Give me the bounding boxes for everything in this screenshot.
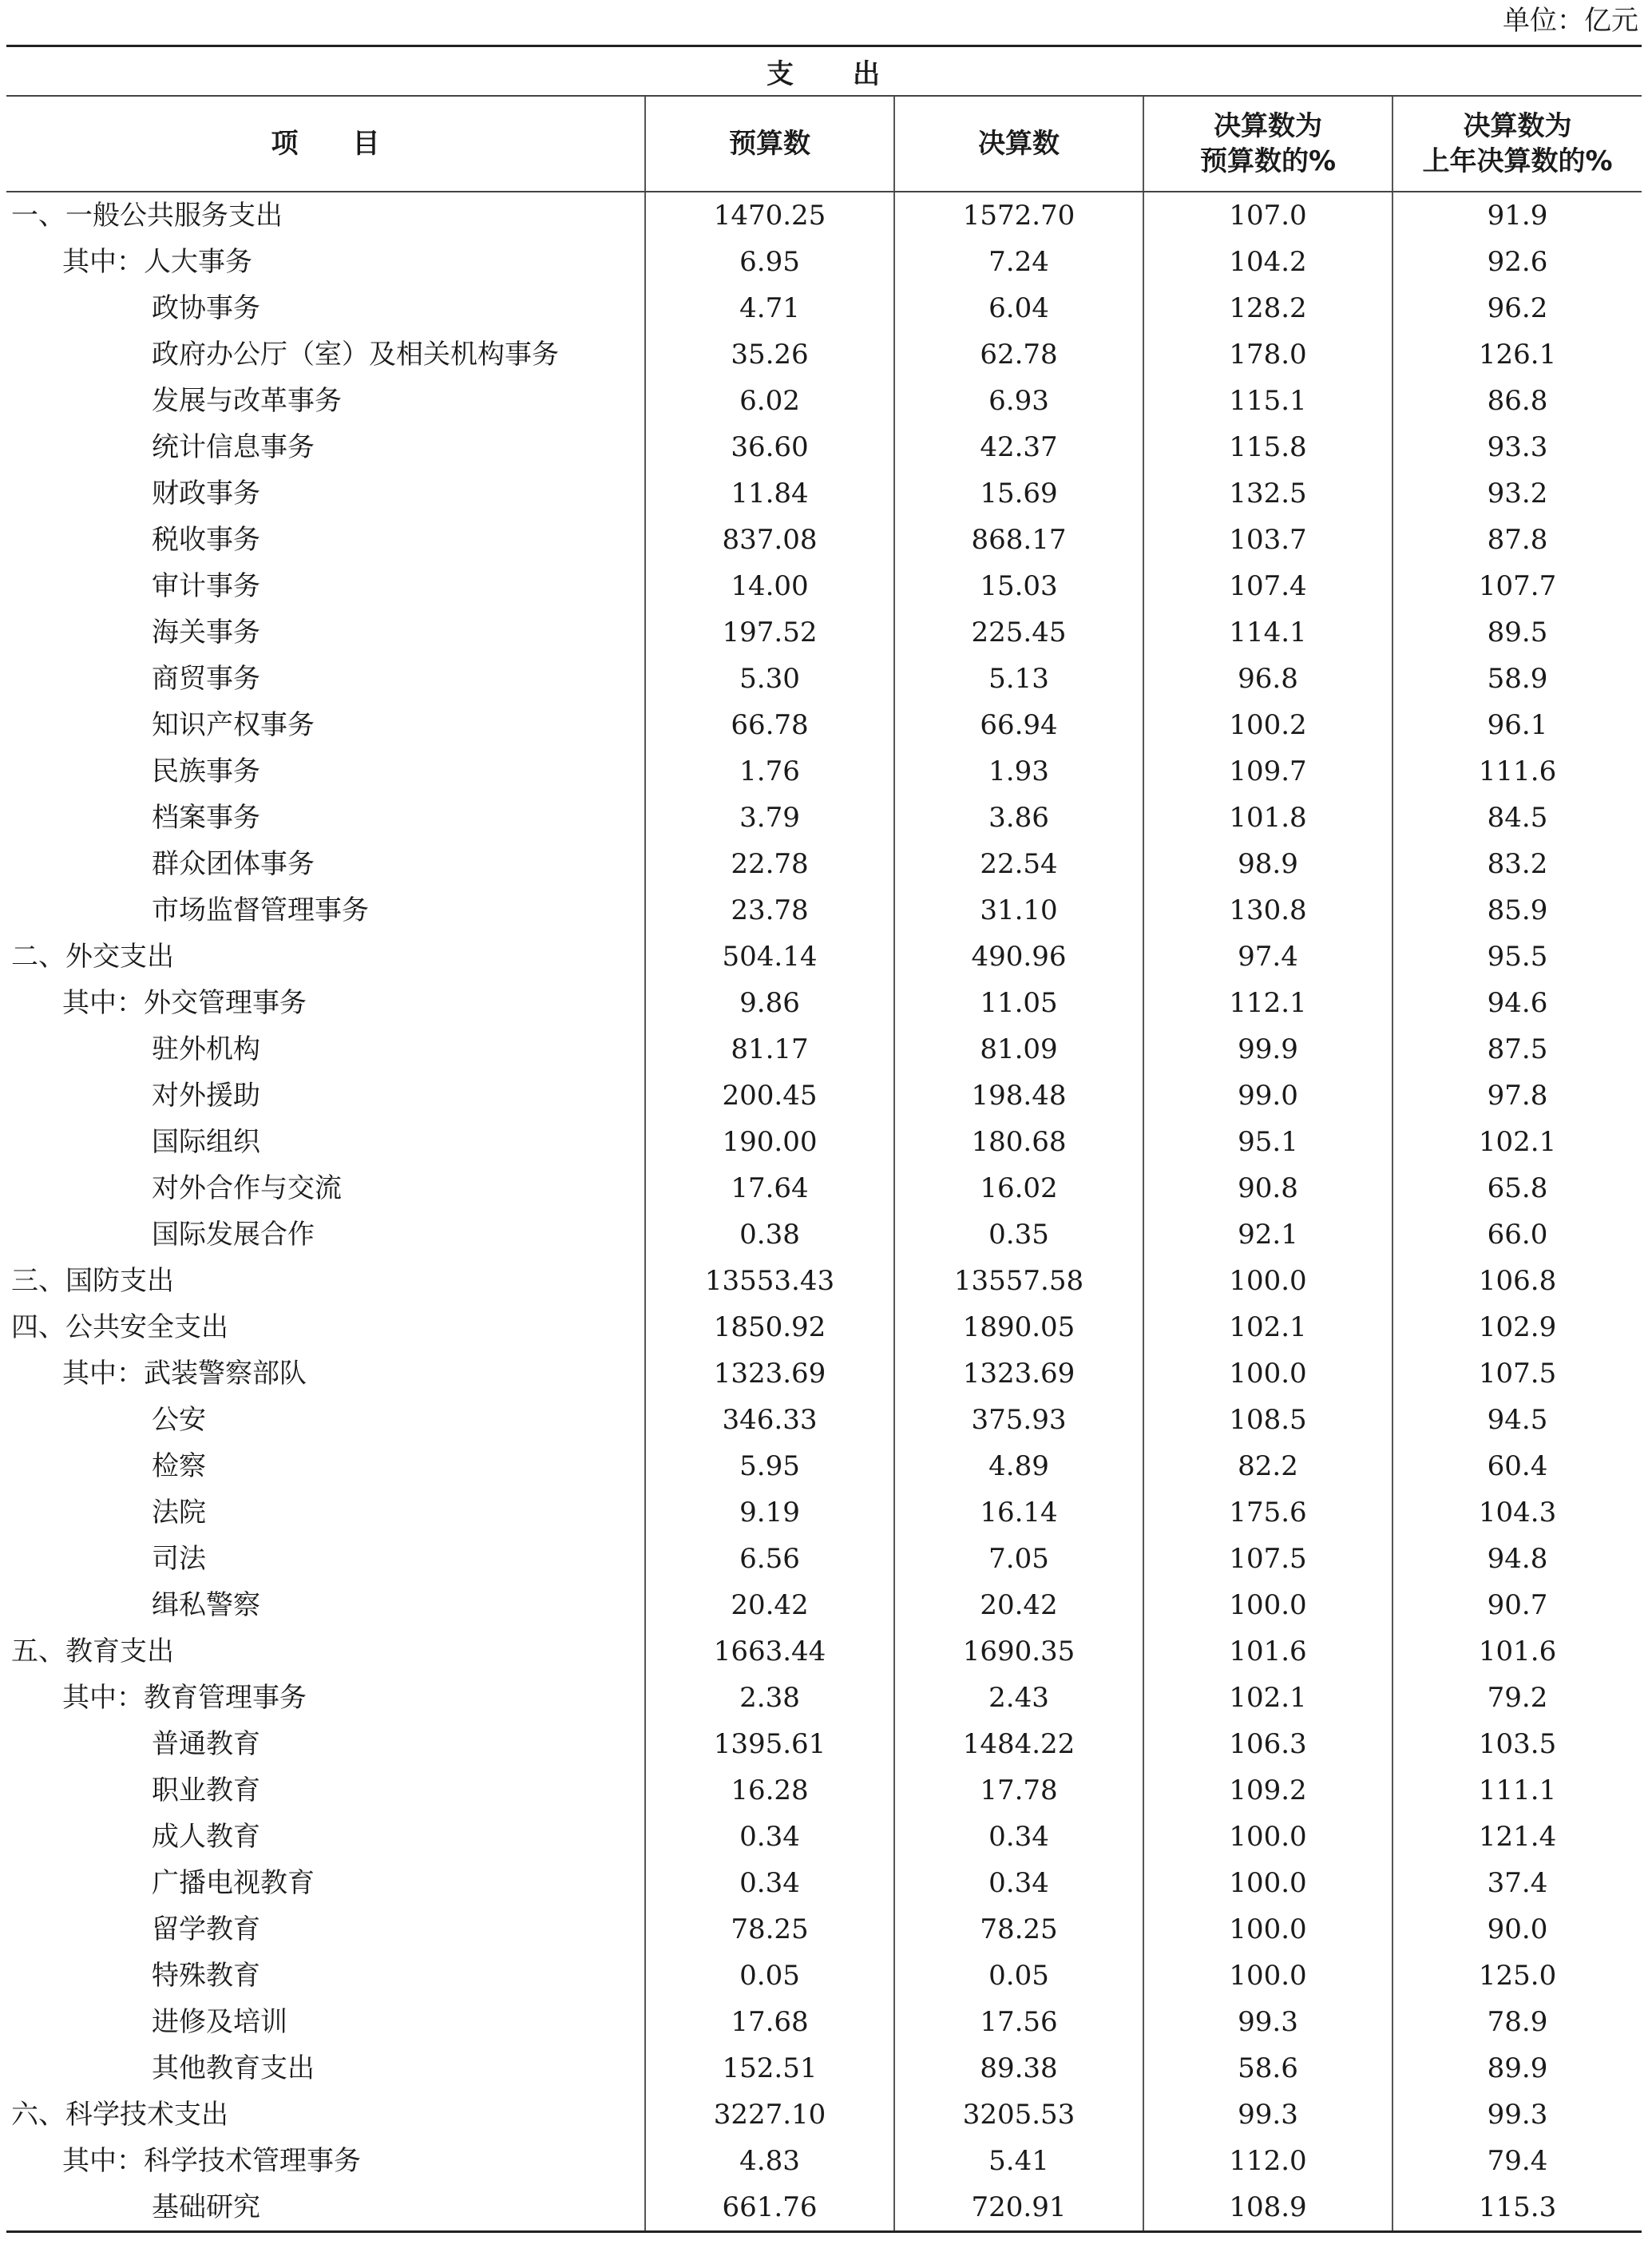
pct-budget-cell: 115.1	[1143, 378, 1392, 424]
pct-budget-cell: 100.0	[1143, 1258, 1392, 1304]
pct-budget-cell: 101.8	[1143, 795, 1392, 841]
final-cell: 81.09	[894, 1026, 1143, 1073]
column-header-line: 项 目	[271, 128, 380, 160]
table-row	[6, 285, 1642, 331]
item-name-cell: 五、教育支出	[11, 1636, 174, 1667]
table-row	[6, 239, 1642, 285]
pct-budget-cell: 102.1	[1143, 1675, 1392, 1721]
budget-cell: 200.45	[645, 1073, 894, 1119]
item-name-cell: 发展与改革事务	[152, 385, 342, 417]
item-name-cell: 缉私警察	[152, 1589, 260, 1621]
pct-budget-cell: 100.0	[1143, 1860, 1392, 1906]
pct-prev-cell: 97.8	[1392, 1073, 1642, 1119]
pct-budget-cell: 99.3	[1143, 1999, 1392, 2045]
item-name-cell: 政府办公厅（室）及相关机构事务	[152, 339, 559, 371]
pct-prev-cell: 111.1	[1392, 1767, 1642, 1814]
pct-budget-cell: 175.6	[1143, 1489, 1392, 1536]
section-title-row	[6, 46, 1642, 97]
pct-prev-cell: 94.6	[1392, 980, 1642, 1026]
final-cell: 868.17	[894, 517, 1143, 563]
item-name-cell: 民族事务	[152, 755, 260, 787]
budget-cell: 11.84	[645, 470, 894, 517]
final-cell: 3205.53	[894, 2092, 1143, 2138]
final-cell: 1.93	[894, 748, 1143, 795]
final-cell: 15.69	[894, 470, 1143, 517]
table-row	[6, 2184, 1642, 2232]
final-cell: 16.14	[894, 1489, 1143, 1536]
pct-prev-cell: 93.2	[1392, 470, 1642, 517]
pct-prev-cell: 58.9	[1392, 656, 1642, 702]
pct-budget-cell: 99.0	[1143, 1073, 1392, 1119]
table-row	[6, 1767, 1642, 1814]
pct-prev-cell: 96.1	[1392, 702, 1642, 748]
final-cell: 22.54	[894, 841, 1143, 887]
budget-cell: 6.56	[645, 1536, 894, 1582]
table-row	[6, 1628, 1642, 1675]
item-name-cell: 普通教育	[152, 1728, 260, 1760]
final-cell: 1890.05	[894, 1304, 1143, 1350]
budget-cell: 3227.10	[645, 2092, 894, 2138]
budget-cell: 1470.25	[645, 192, 894, 239]
final-cell: 0.34	[894, 1860, 1143, 1906]
pct-prev-cell: 83.2	[1392, 841, 1642, 887]
budget-cell: 0.38	[645, 1211, 894, 1258]
final-cell: 11.05	[894, 980, 1143, 1026]
item-name-cell: 其中：教育管理事务	[62, 1682, 307, 1714]
table-row	[6, 1026, 1642, 1073]
budget-cell: 661.76	[645, 2184, 894, 2232]
pct-prev-cell: 37.4	[1392, 1860, 1642, 1906]
pct-budget-cell: 82.2	[1143, 1443, 1392, 1489]
item-name-cell: 四、公共安全支出	[11, 1311, 228, 1343]
item-name-cell: 商贸事务	[152, 663, 260, 695]
final-cell: 1484.22	[894, 1721, 1143, 1767]
table-row	[6, 702, 1642, 748]
budget-cell: 35.26	[645, 331, 894, 378]
item-name-cell: 法院	[152, 1497, 206, 1529]
budget-cell: 5.95	[645, 1443, 894, 1489]
pct-prev-cell: 78.9	[1392, 1999, 1642, 2045]
pct-prev-cell: 93.3	[1392, 424, 1642, 470]
table-row	[6, 887, 1642, 934]
table-row	[6, 563, 1642, 609]
item-name-cell: 审计事务	[152, 570, 260, 602]
final-cell: 490.96	[894, 934, 1143, 980]
pct-prev-cell: 107.7	[1392, 563, 1642, 609]
final-cell: 16.02	[894, 1165, 1143, 1211]
table-row	[6, 517, 1642, 563]
final-cell: 17.78	[894, 1767, 1143, 1814]
table-row	[6, 1165, 1642, 1211]
pct-budget-cell: 100.0	[1143, 1953, 1392, 1999]
pct-budget-cell: 96.8	[1143, 656, 1392, 702]
pct-budget-cell: 178.0	[1143, 331, 1392, 378]
final-cell: 3.86	[894, 795, 1143, 841]
item-name-cell: 其中：人大事务	[62, 246, 252, 278]
pct-budget-cell: 58.6	[1143, 2045, 1392, 2092]
item-name-cell: 统计信息事务	[152, 431, 315, 463]
column-header-item	[6, 96, 645, 192]
pct-prev-cell: 86.8	[1392, 378, 1642, 424]
pct-budget-cell: 103.7	[1143, 517, 1392, 563]
table-row	[6, 1860, 1642, 1906]
budget-cell: 78.25	[645, 1906, 894, 1953]
budget-cell: 190.00	[645, 1119, 894, 1165]
item-name-cell: 公安	[152, 1404, 206, 1436]
unit-label: 单位：亿元	[1503, 5, 1638, 37]
pct-budget-cell: 107.5	[1143, 1536, 1392, 1582]
pct-prev-cell: 111.6	[1392, 748, 1642, 795]
budget-cell: 16.28	[645, 1767, 894, 1814]
pct-budget-cell: 90.8	[1143, 1165, 1392, 1211]
item-name-cell: 其中：科学技术管理事务	[62, 2145, 361, 2177]
item-name-cell: 留学教育	[152, 1913, 260, 1945]
pct-prev-cell: 101.6	[1392, 1628, 1642, 1675]
item-name-cell: 检察	[152, 1450, 206, 1482]
table-row	[6, 1675, 1642, 1721]
pct-prev-cell: 102.1	[1392, 1119, 1642, 1165]
pct-prev-cell: 90.7	[1392, 1582, 1642, 1628]
budget-cell: 66.78	[645, 702, 894, 748]
pct-prev-cell: 104.3	[1392, 1489, 1642, 1536]
budget-cell: 14.00	[645, 563, 894, 609]
budget-cell: 81.17	[645, 1026, 894, 1073]
column-header-line: 上年决算数的%	[1422, 145, 1613, 177]
final-cell: 4.89	[894, 1443, 1143, 1489]
item-name-cell: 政协事务	[152, 292, 260, 324]
final-cell: 17.56	[894, 1999, 1143, 2045]
pct-budget-cell: 92.1	[1143, 1211, 1392, 1258]
pct-budget-cell: 132.5	[1143, 470, 1392, 517]
item-name-cell: 进修及培训	[152, 2006, 287, 2038]
budget-cell: 2.38	[645, 1675, 894, 1721]
table-row	[6, 1119, 1642, 1165]
budget-cell: 4.71	[645, 285, 894, 331]
pct-prev-cell: 89.5	[1392, 609, 1642, 656]
item-name-cell: 海关事务	[152, 617, 260, 648]
budget-cell: 837.08	[645, 517, 894, 563]
final-cell: 7.24	[894, 239, 1143, 285]
table-header	[6, 46, 1642, 192]
budget-cell: 4.83	[645, 2138, 894, 2184]
item-name-cell: 税收事务	[152, 524, 260, 556]
table-row	[6, 1536, 1642, 1582]
pct-budget-cell: 99.9	[1143, 1026, 1392, 1073]
pct-budget-cell: 100.0	[1143, 1582, 1392, 1628]
table-row	[6, 656, 1642, 702]
item-name-cell: 知识产权事务	[152, 709, 315, 741]
pct-budget-cell: 101.6	[1143, 1628, 1392, 1675]
item-name-cell: 一、一般公共服务支出	[11, 200, 283, 232]
pct-budget-cell: 128.2	[1143, 285, 1392, 331]
column-header-line: 预算数的%	[1199, 145, 1337, 177]
final-cell: 62.78	[894, 331, 1143, 378]
section-title: 支 出	[6, 46, 1642, 97]
pct-budget-cell: 108.9	[1143, 2184, 1392, 2232]
table-row	[6, 1906, 1642, 1953]
pct-budget-cell: 112.1	[1143, 980, 1392, 1026]
pct-prev-cell: 96.2	[1392, 285, 1642, 331]
table-body	[6, 192, 1642, 2232]
pct-budget-cell: 107.4	[1143, 563, 1392, 609]
final-cell: 1690.35	[894, 1628, 1143, 1675]
pct-prev-cell: 94.5	[1392, 1397, 1642, 1443]
pct-budget-cell: 114.1	[1143, 609, 1392, 656]
final-cell: 375.93	[894, 1397, 1143, 1443]
pct-budget-cell: 106.3	[1143, 1721, 1392, 1767]
table-row	[6, 1443, 1642, 1489]
table-row	[6, 378, 1642, 424]
pct-prev-cell: 94.8	[1392, 1536, 1642, 1582]
budget-cell: 0.05	[645, 1953, 894, 1999]
final-cell: 180.68	[894, 1119, 1143, 1165]
item-name-cell: 广播电视教育	[152, 1867, 315, 1899]
item-name-cell: 国际组织	[152, 1126, 260, 1158]
column-header-line: 决算数为	[1214, 110, 1322, 142]
budget-cell: 6.02	[645, 378, 894, 424]
pct-budget-cell: 97.4	[1143, 934, 1392, 980]
table-row	[6, 1953, 1642, 1999]
final-cell: 198.48	[894, 1073, 1143, 1119]
final-cell: 13557.58	[894, 1258, 1143, 1304]
pct-budget-cell: 109.7	[1143, 748, 1392, 795]
final-cell: 7.05	[894, 1536, 1143, 1582]
item-name-cell: 其他教育支出	[152, 2052, 315, 2084]
budget-cell: 23.78	[645, 887, 894, 934]
final-cell: 6.04	[894, 285, 1143, 331]
table-row	[6, 1258, 1642, 1304]
final-cell: 1323.69	[894, 1350, 1143, 1397]
table-row	[6, 1721, 1642, 1767]
pct-prev-cell: 91.9	[1392, 192, 1642, 239]
table-row	[6, 1999, 1642, 2045]
column-header-final	[894, 96, 1143, 192]
pct-budget-cell: 108.5	[1143, 1397, 1392, 1443]
budget-cell: 17.68	[645, 1999, 894, 2045]
pct-prev-cell: 79.2	[1392, 1675, 1642, 1721]
table-row	[6, 331, 1642, 378]
final-cell: 0.05	[894, 1953, 1143, 1999]
budget-cell: 1323.69	[645, 1350, 894, 1397]
column-header-row	[6, 96, 1642, 192]
item-name-cell: 司法	[152, 1543, 206, 1575]
pct-prev-cell: 85.9	[1392, 887, 1642, 934]
final-cell: 78.25	[894, 1906, 1143, 1953]
budget-cell: 3.79	[645, 795, 894, 841]
item-name-cell: 对外援助	[152, 1080, 260, 1112]
budget-cell: 9.19	[645, 1489, 894, 1536]
budget-cell: 0.34	[645, 1860, 894, 1906]
pct-budget-cell: 115.8	[1143, 424, 1392, 470]
pct-prev-cell: 92.6	[1392, 239, 1642, 285]
table-row	[6, 748, 1642, 795]
item-name-cell: 对外合作与交流	[152, 1172, 342, 1204]
pct-budget-cell: 100.2	[1143, 702, 1392, 748]
budget-cell: 17.64	[645, 1165, 894, 1211]
pct-budget-cell: 95.1	[1143, 1119, 1392, 1165]
table-row	[6, 424, 1642, 470]
item-name-cell: 成人教育	[152, 1821, 260, 1853]
budget-cell: 9.86	[645, 980, 894, 1026]
table-row	[6, 934, 1642, 980]
column-header-line: 预算数	[729, 128, 810, 160]
item-name-cell: 二、外交支出	[11, 941, 174, 973]
pct-budget-cell: 130.8	[1143, 887, 1392, 934]
pct-prev-cell: 90.0	[1392, 1906, 1642, 1953]
pct-prev-cell: 60.4	[1392, 1443, 1642, 1489]
budget-cell: 0.34	[645, 1814, 894, 1860]
final-cell: 6.93	[894, 378, 1143, 424]
table-row	[6, 1489, 1642, 1536]
pct-budget-cell: 112.0	[1143, 2138, 1392, 2184]
column-header-budget	[645, 96, 894, 192]
table-row	[6, 2045, 1642, 2092]
pct-budget-cell: 109.2	[1143, 1767, 1392, 1814]
table-row	[6, 980, 1642, 1026]
pct-budget-cell: 99.3	[1143, 2092, 1392, 2138]
budget-cell: 1850.92	[645, 1304, 894, 1350]
column-header-line: 决算数	[978, 128, 1060, 160]
budget-cell: 1663.44	[645, 1628, 894, 1675]
table-row	[6, 1211, 1642, 1258]
table-row	[6, 2092, 1642, 2138]
item-name-cell: 财政事务	[152, 478, 260, 510]
budget-cell: 152.51	[645, 2045, 894, 2092]
final-cell: 31.10	[894, 887, 1143, 934]
pct-prev-cell: 115.3	[1392, 2184, 1642, 2232]
pct-prev-cell: 84.5	[1392, 795, 1642, 841]
column-header-pct-budget	[1143, 96, 1392, 192]
column-header-pct-prev	[1392, 96, 1642, 192]
item-name-cell: 三、国防支出	[11, 1265, 174, 1297]
final-cell: 20.42	[894, 1582, 1143, 1628]
budget-cell: 13553.43	[645, 1258, 894, 1304]
item-name-cell: 市场监督管理事务	[152, 894, 369, 926]
pct-prev-cell: 106.8	[1392, 1258, 1642, 1304]
item-name-cell: 基础研究	[6, 2184, 645, 2232]
table-row	[6, 1304, 1642, 1350]
pct-prev-cell: 89.9	[1392, 2045, 1642, 2092]
pct-prev-cell: 103.5	[1392, 1721, 1642, 1767]
pct-prev-cell: 87.5	[1392, 1026, 1642, 1073]
item-name-cell: 职业教育	[152, 1774, 260, 1806]
final-cell: 1572.70	[894, 192, 1143, 239]
budget-cell: 1395.61	[645, 1721, 894, 1767]
budget-cell: 346.33	[645, 1397, 894, 1443]
budget-cell: 504.14	[645, 934, 894, 980]
pct-budget-cell: 104.2	[1143, 239, 1392, 285]
budget-table	[6, 45, 1642, 2233]
item-name-cell: 特殊教育	[152, 1960, 260, 1992]
item-name-cell: 群众团体事务	[152, 848, 315, 880]
table-row	[6, 1397, 1642, 1443]
pct-prev-cell: 95.5	[1392, 934, 1642, 980]
budget-cell: 5.30	[645, 656, 894, 702]
final-cell: 66.94	[894, 702, 1143, 748]
pct-prev-cell: 126.1	[1392, 331, 1642, 378]
final-cell: 720.91	[894, 2184, 1143, 2232]
item-name-cell: 其中：武装警察部队	[62, 1358, 307, 1390]
item-name-cell: 驻外机构	[152, 1033, 260, 1065]
table-row	[6, 2138, 1642, 2184]
pct-budget-cell: 100.0	[1143, 1350, 1392, 1397]
table-row	[6, 1350, 1642, 1397]
column-header-line: 决算数为	[1463, 110, 1572, 142]
pct-prev-cell: 87.8	[1392, 517, 1642, 563]
pct-prev-cell: 79.4	[1392, 2138, 1642, 2184]
final-cell: 89.38	[894, 2045, 1143, 2092]
pct-prev-cell: 125.0	[1392, 1953, 1642, 1999]
budget-cell: 36.60	[645, 424, 894, 470]
pct-prev-cell: 66.0	[1392, 1211, 1642, 1258]
table-row	[6, 795, 1642, 841]
budget-cell: 20.42	[645, 1582, 894, 1628]
pct-prev-cell: 102.9	[1392, 1304, 1642, 1350]
budget-cell: 22.78	[645, 841, 894, 887]
pct-budget-cell: 100.0	[1143, 1906, 1392, 1953]
item-name-cell: 其中：外交管理事务	[62, 987, 307, 1019]
table-row	[6, 609, 1642, 656]
table-row	[6, 1073, 1642, 1119]
final-cell: 5.41	[894, 2138, 1143, 2184]
final-cell: 0.35	[894, 1211, 1143, 1258]
table-row	[6, 470, 1642, 517]
final-cell: 2.43	[894, 1675, 1143, 1721]
table-row	[6, 1582, 1642, 1628]
item-name-cell: 六、科学技术支出	[11, 2099, 228, 2131]
pct-budget-cell: 98.9	[1143, 841, 1392, 887]
item-name-cell: 档案事务	[152, 802, 260, 834]
budget-cell: 197.52	[645, 609, 894, 656]
pct-prev-cell: 107.5	[1392, 1350, 1642, 1397]
budget-cell: 1.76	[645, 748, 894, 795]
budget-cell: 6.95	[645, 239, 894, 285]
table-row	[6, 841, 1642, 887]
pct-budget-cell: 102.1	[1143, 1304, 1392, 1350]
pct-prev-cell: 121.4	[1392, 1814, 1642, 1860]
pct-budget-cell: 107.0	[1143, 192, 1392, 239]
table-row	[6, 192, 1642, 239]
pct-prev-cell: 99.3	[1392, 2092, 1642, 2138]
final-cell: 42.37	[894, 424, 1143, 470]
final-cell: 15.03	[894, 563, 1143, 609]
table-row	[6, 1814, 1642, 1860]
pct-prev-cell: 65.8	[1392, 1165, 1642, 1211]
final-cell: 5.13	[894, 656, 1143, 702]
final-cell: 225.45	[894, 609, 1143, 656]
final-cell: 0.34	[894, 1814, 1143, 1860]
item-name-cell: 国际发展合作	[152, 1219, 315, 1251]
pct-budget-cell: 100.0	[1143, 1814, 1392, 1860]
